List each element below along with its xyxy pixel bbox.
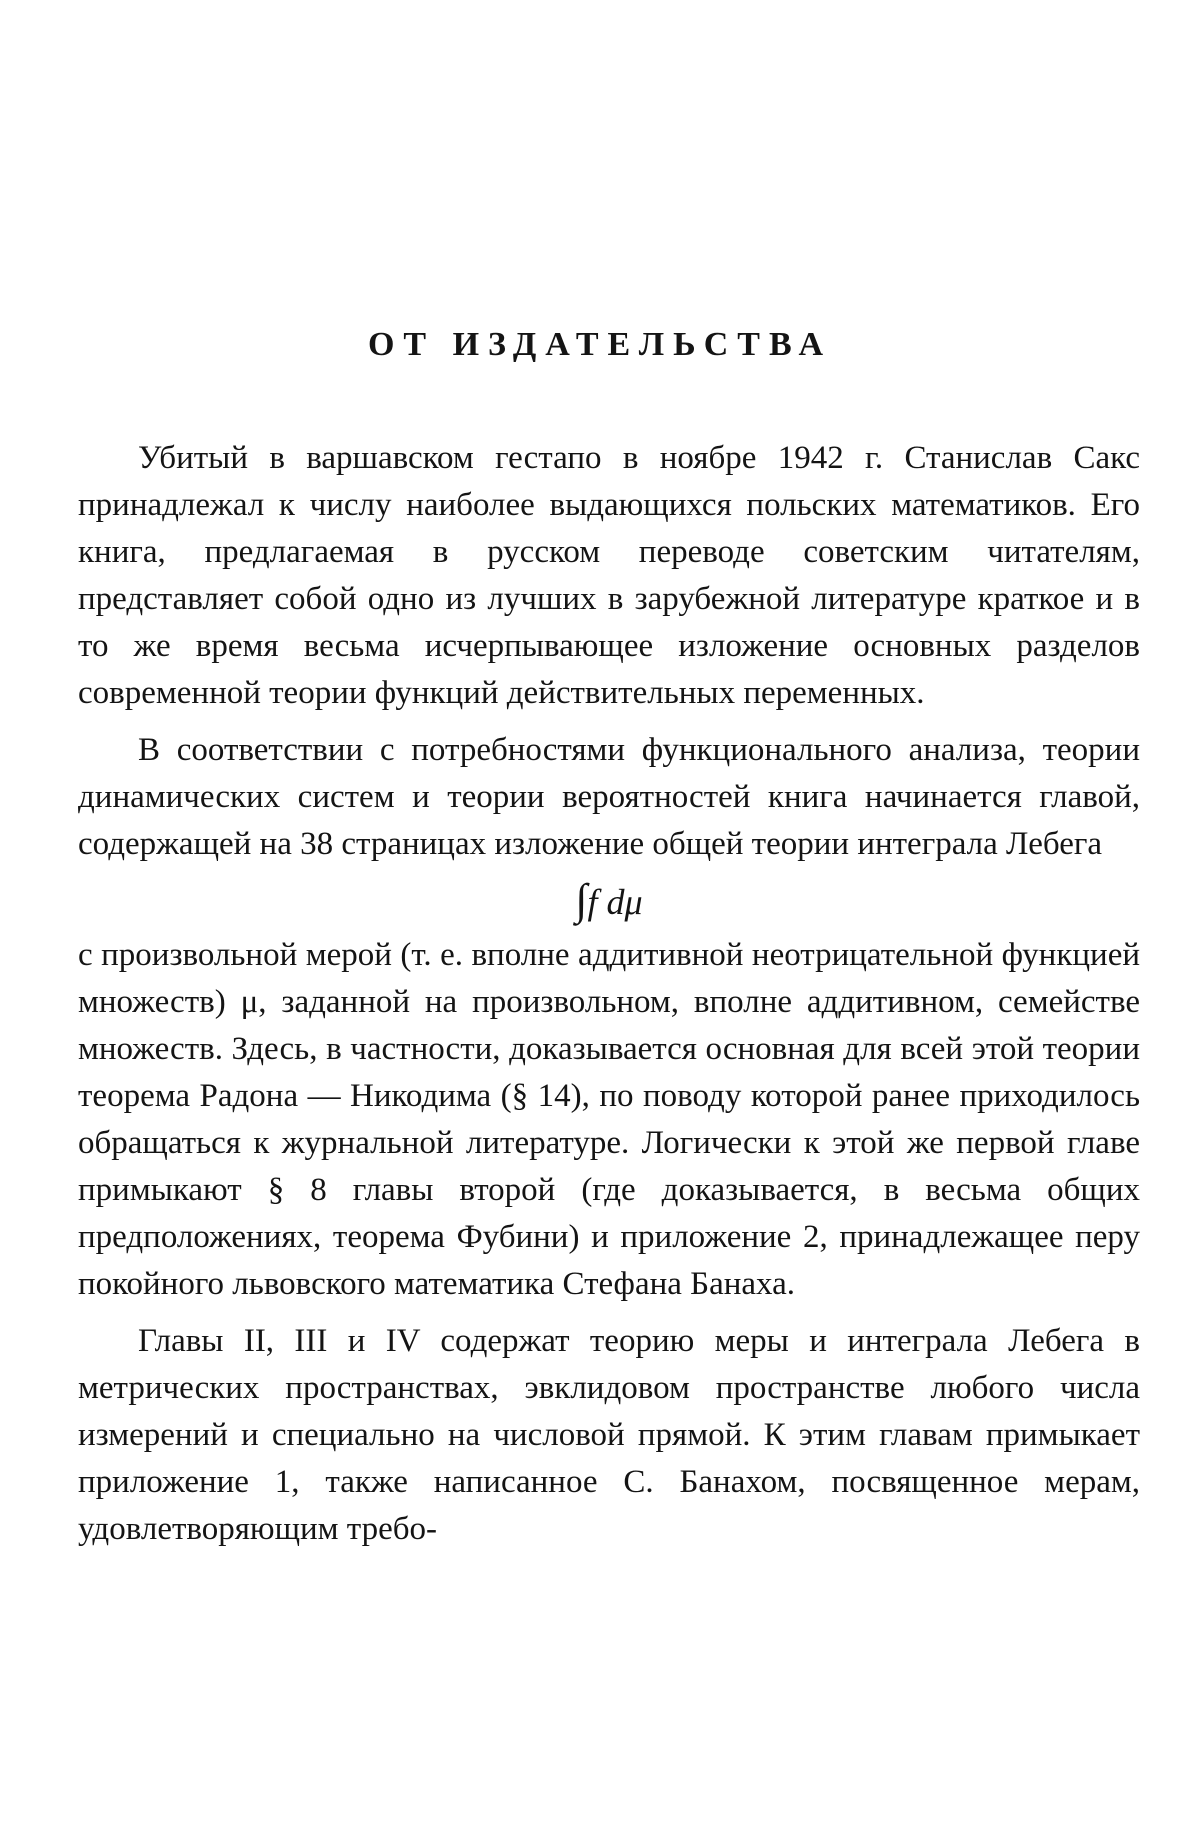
paragraph-4: Главы II, III и IV содержат теорию меры и интеграла Лебега в метрических пространствах, эвклидовом пространстве любого числа измерений и специально на числовой прямой. К этим главам примыкает приложение 1, также написанное С. Банахом, посвященное мерам, удовлетворяющим требо- xyxy=(78,1323,1140,1547)
integral-sign: ∫ xyxy=(575,875,588,924)
paragraph-1: Убитый в варшавском гестапо в ноябре 1942 г. Станислав Сакс принадлежал к числу наиболее выдающихся польских математиков. Его книга, предлагаемая в русском переводе советским читателям, представляет собой одно из лучших в зарубежной литературе краткое и в то же время весьма исчерпывающее изложение основных разделов современной теории функций действительных переменных. xyxy=(78,440,1140,711)
paragraph-3: с произвольной мерой (т. е. вполне аддитивной неотрицательной функцией множеств) μ, заданной на произвольном, вполне аддитивном, семействе множеств. Здесь, в частности, доказывается основная для всей этой теории теорема Радона — Никодима (§ 14), по поводу которой ранее приходилось обращаться к журнальной литературе. Логически к этой же первой главе примыкают § 8 главы второй (где доказывается, в весьма общих предположениях, теорема Фубини) и приложение 2, принадлежащее перу покойного львовского математика Стефана Банаха. xyxy=(78,937,1140,1302)
preface-body xyxy=(78,435,1140,1553)
integral-expression: f dμ xyxy=(587,882,643,922)
paragraph-2: В соответствии с потребностями функционального анализа, теории динамических систем и теории вероятностей книга начинается главой, содержащей на 38 страницах изложение общей теории интеграла Лебега xyxy=(78,732,1140,862)
page-heading: ОТ ИЗДАТЕЛЬСТВА xyxy=(367,326,833,363)
lebesgue-integral-formula xyxy=(78,868,1140,932)
